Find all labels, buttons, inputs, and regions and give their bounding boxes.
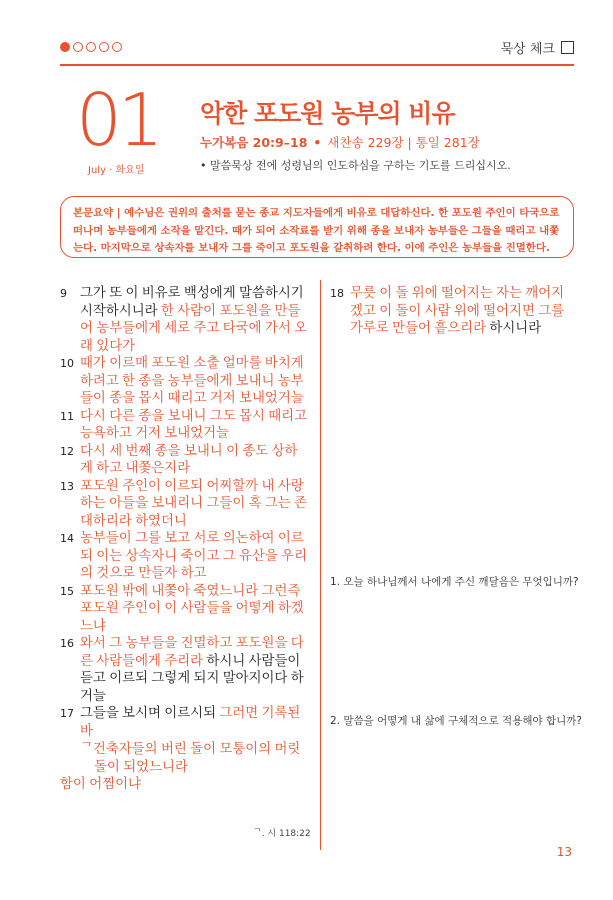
verse-number: 12 xyxy=(60,444,74,458)
verse-segment: 와서 그 농부들을 진멸하고 포도원을 다른 사람들에게 주리라 xyxy=(80,635,304,668)
date-label: July · 화요일 xyxy=(88,165,145,176)
page-title: 악한 포도원 농부의 비유 xyxy=(200,99,455,128)
passage-reference xyxy=(200,133,480,151)
verse-segment: 농부들이 그를 보고 서로 의논하여 이르되 이는 상속자니 죽이고 그 유산을 우리의 것으로 만들자 하고 xyxy=(80,530,308,580)
bullet: • xyxy=(313,135,322,150)
progress-dot xyxy=(86,42,96,52)
verse-number: 10 xyxy=(60,357,74,370)
verse-segment: 다시 다른 종을 보내니 그도 몹시 때리고 능욕하고 거저 보내었거늘 xyxy=(80,407,308,440)
meditation-check[interactable] xyxy=(501,38,574,57)
verse-segment: 그가 또 이 비유로 백성에게 말씀하시기 시작하시니라 xyxy=(80,285,304,318)
progress-dot xyxy=(99,42,109,52)
question-2: 2. 말씀을 어떻게 내 삶에 구체적으로 적용해야 합니까? xyxy=(330,715,582,727)
verse-text xyxy=(80,477,310,530)
verse xyxy=(60,704,310,739)
verse xyxy=(60,477,310,530)
verse-text xyxy=(350,284,574,337)
progress-dots xyxy=(60,42,122,52)
verse xyxy=(60,442,310,477)
verse-number: 9 xyxy=(60,287,67,300)
top-rule xyxy=(60,64,574,66)
verse xyxy=(60,634,310,704)
scripture-left-column xyxy=(60,284,310,739)
verse-text xyxy=(80,582,310,635)
verse xyxy=(60,284,310,354)
meditation-checkbox[interactable] xyxy=(561,41,574,54)
verse xyxy=(60,582,310,635)
verse-segment: 다시 세 번째 종을 보내니 이 종도 상하게 하고 내쫓은지라 xyxy=(80,442,298,475)
verse-text xyxy=(80,354,310,407)
meditation-check-label: 묵상 체크 xyxy=(500,42,555,57)
progress-dot xyxy=(60,42,70,52)
verse-text xyxy=(80,284,310,354)
verse-segment: 하시니라 xyxy=(489,320,542,335)
verse-segment: 그러면 기록된 바 xyxy=(80,705,301,738)
question-1: 1. 오늘 하나님께서 나에게 주신 깨달음은 무엇입니까? xyxy=(330,576,579,588)
verse-number: 16 xyxy=(60,637,74,650)
verse-segment: 하시니 사람들이 듣고 이르되 그렇게 되지 말아지이다 하거늘 xyxy=(80,652,304,703)
verse-number: 18 xyxy=(330,287,344,300)
summary-text: 본문요약 | 예수님은 권위의 출처를 묻는 종교 지도자들에게 비유로 대답하신다. 한 포도원 주인이 타국으로 떠나며 농부들에게 소작을 맡긴다. 때가 되어 소작료를 받기 위해 종을 보내자 농부들은 그들을 때리고 내쫓는다. 마지막으로 상속자를 보내자 그를 죽이고 포도원을 갈취하려 한다. 이에 주인은 농부들을 진멸한다. xyxy=(73,207,560,254)
verse-segment: 때가 이르매 포도원 소출 얼마를 바치게 하려고 한 종을 농부들에게 보내니 농부들이 종을 몹시 때리고 거저 보내었거늘 xyxy=(80,355,304,405)
quote-line-1: ᄀ건축자들의 버린 돌이 모퉁이의 머릿 xyxy=(80,741,301,756)
quote-line-3: 함이 어찜이냐 xyxy=(60,776,141,791)
column-divider xyxy=(320,280,321,850)
verse-text xyxy=(80,407,310,442)
verse-segment: 그들을 보시며 이르시되 xyxy=(80,705,220,720)
verse-number: 11 xyxy=(60,409,74,423)
verse xyxy=(330,284,574,337)
prayer-instruction: • 말씀묵상 전에 성령님의 인도하심을 구하는 기도를 드리십시오. xyxy=(200,159,511,172)
verse xyxy=(60,529,310,582)
verse-text xyxy=(80,634,310,704)
footnote: ᄀ. 시 118:22 xyxy=(253,829,311,839)
day-number: 01 xyxy=(76,78,160,162)
verse xyxy=(60,354,310,407)
passage: 누가복음 20:9–18 xyxy=(200,135,308,150)
scripture-right-column xyxy=(330,284,574,337)
hymn-numbers: 새찬송 229장 | 통일 281장 xyxy=(327,135,480,150)
quoted-verse xyxy=(60,740,320,793)
verse-number: 15 xyxy=(60,584,74,598)
page-number: 13 xyxy=(556,845,572,859)
verse-text xyxy=(80,704,310,739)
progress-dot xyxy=(73,42,83,52)
verse-number: 14 xyxy=(60,532,74,545)
verse-text xyxy=(80,442,310,477)
progress-dot xyxy=(112,42,122,52)
verse-segment: 한 사람이 포도원을 만들어 농부들에게 세로 주고 타국에 가서 오래 있다가 xyxy=(80,302,308,353)
verse-number: 13 xyxy=(60,479,74,493)
verse-text xyxy=(80,529,310,582)
verse xyxy=(60,407,310,442)
verse-segment: 포도원 밖에 내쫓아 죽였느니라 그런즉 포도원 주인이 이 사람들을 어떻게 하겠느냐 xyxy=(80,582,304,633)
summary-box xyxy=(60,196,574,258)
verse-segment: 포도원 주인이 이르되 어찌할까 내 사랑하는 아들을 보내리니 그들이 혹 그는 존대하리라 하였더니 xyxy=(80,477,308,528)
verse-segment: 무릇 이 돌 위에 떨어지는 자는 깨어지겠고 이 돌이 사람 위에 떨어지면 그를 가루로 만들어 흩으리라 xyxy=(350,285,565,335)
quote-line-2: 돌이 되었느니라 xyxy=(94,758,188,774)
verse-number: 17 xyxy=(60,707,74,720)
